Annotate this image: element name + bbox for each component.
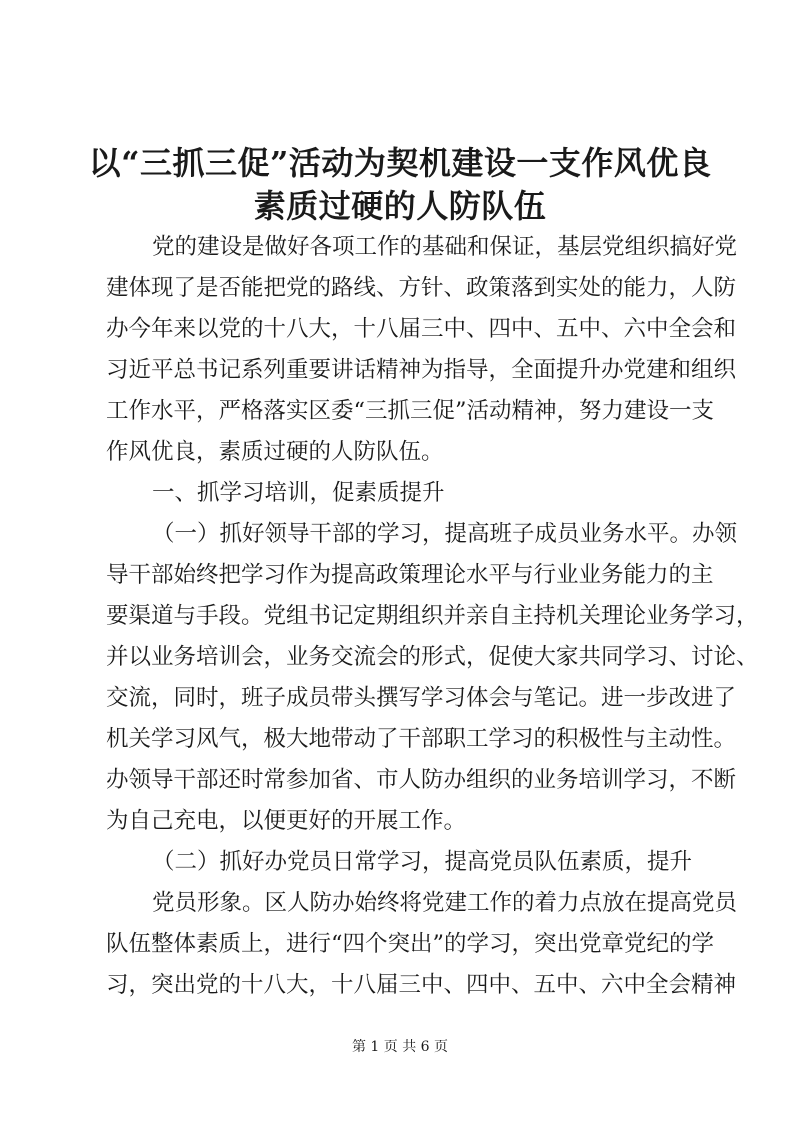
- body-text-line: 并以业务培训会，业务交流会的形式，促使大家共同学习、讨论、: [106, 644, 759, 670]
- body-text-line: 工作水平，严格落实区委“三抓三促”活动精神，努力建设一支: [106, 398, 715, 424]
- page-number-footer: 第 1 页 共 6 页: [351, 1039, 449, 1055]
- body-text-line: 导干部始终把学习作为提高政策理论水平与行业业务能力的主: [106, 562, 714, 588]
- body-text-line: 党员形象。区人防办始终将党建工作的着力点放在提高党员: [152, 890, 738, 916]
- body-text-line: 党的建设是做好各项工作的基础和保证，基层党组织搞好党: [152, 234, 738, 260]
- body-text-line: 要渠道与手段。党组书记定期组织并亲自主持机关理论业务学习，: [106, 603, 759, 629]
- body-text-line: 机关学习风气，极大地带动了干部职工学习的积极性与主动性。: [106, 726, 737, 752]
- body-text-line: 办领导干部还时常参加省、市人防办组织的业务培训学习，不断: [106, 767, 737, 793]
- document-title-line-2: 素质过硬的人防队伍: [253, 187, 547, 225]
- document-title-line-1: 以“三抓三促”活动为契机建设一支作风优良: [88, 144, 712, 182]
- subsection-heading: （二）抓好办党员日常学习，提高党员队伍素质，提升: [152, 849, 693, 875]
- body-text-line: 作风优良，素质过硬的人防队伍。: [106, 439, 444, 465]
- body-text-line: 为自己充电，以便更好的开展工作。: [106, 808, 467, 834]
- body-text-line: 交流，同时，班子成员带头撰写学习体会与笔记。进一步改进了: [106, 685, 737, 711]
- body-text-line: 习，突出党的十八大，十八届三中、四中、五中、六中全会精神: [106, 972, 737, 998]
- subsection-heading: （一）抓好领导干部的学习，提高班子成员业务水平。办领: [152, 521, 738, 547]
- body-text-line: 建体现了是否能把党的路线、方针、政策落到实处的能力，人防: [106, 275, 737, 301]
- section-heading: 一、抓学习培训，促素质提升: [152, 480, 445, 506]
- body-text-line: 习近平总书记系列重要讲话精神为指导，全面提升办党建和组织: [106, 357, 737, 383]
- body-text-line: 队伍整体素质上，进行“四个突出”的学习，突出党章党纪的学: [106, 931, 715, 957]
- body-text-line: 办今年来以党的十八大，十八届三中、四中、五中、六中全会和: [106, 316, 737, 342]
